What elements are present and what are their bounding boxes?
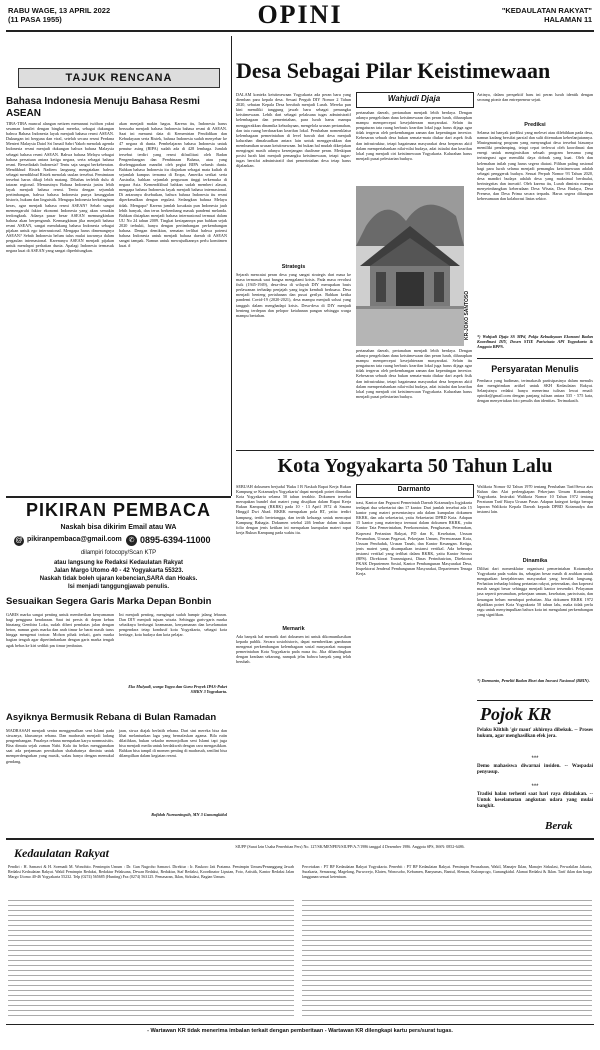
letter1-col1: GARIS marka sangat penting untuk memberikan kenyamanan bagi pengguna kendaraan. Saat ini persis di depan kebun binatang Gembira Loka, sudah diberi pembatas jalan dengan beton, namun garis marka dan arah timur ke barat masih turus hingga mengenai trotoar. Mohon pihak terkait, garis marka bagian tengah agar dipertimbankan dengan garis marka tengah agak bebas ke kiri sedikit pas timur jembatan. [6,612,116,648]
main-col1b: Sejarah mencatat peran desa yang sangat strategis dari masa ke masa termasuk saat bangsa mengalami krisis. Pada masa revolusi fisik (1945-1949), desa-desa di wilayah DIY merupakan basis perlawanan terhadap penjajah yang ingin kembali berkuasa. Desa menjadi benteng pertahanan dan pusat gerilya. Bahkan ketika pandemi Covid-19 (2020-2021), desa mampu menjadi solusi yang tangguh dalam menghadapi krisis. Desa-desa di DIY menjadi benteng terdepan dan pelopor ketahanan pangan sehingga warga mampu bertahan. [236,272,353,318]
pojok-rule [477,700,593,701]
tajuk-col2: akan menjadi makin bagus. Karena itu, Indonesia harus berusaha menjadi bahasa Indonesia bahasa resmi di ASEAN. Saat ini menurut data di Kementrian Pendidikan dan Kebudayaan serta Ristek, bahasa Indonesia sudah menyebar ke 47 negara di dunia. Pembelajaran bahasa Indonesia untuk penutur asing (BIPA) sudah ada di 428 lembaga. Jumlah tersebut terdiri yang resmi difasilitasi oleh Badan Pengembangan dan Pembinaan Bahasa, atau yang diselenggarakan mandiri oleh pegiat BIPA seluruh dunia. Bahkan bahasa Indonesia itu diajarkan sebagai mata kuliah di sejumlah kampus ternama di Eropa, Amerika serikat serta Australia, bahkan sejumlah perguruan tinggi terkemuka di negara Asia. Kemendikbud bahkan sudah memberi alasan, mengapa bahasa Indonesia layak menjadi bahasa internasional. Di antaranya disebutkan, bahwa bahasa Indonesia itu resmi diperkenalkan dengan regulasi. Sedangkan bahasa Melayu tidak. Mengapa? Karena jumlah kosakata pun Indonesia jauh lebih banyak, dan terus berkembang masuk pandemi melanda. Bahkan disiapkan menjadi bahasa internasional termuat dalam UU No 24 tahun 2009. Tingkat kesiapannya pun bahkan sejak 2020 terbukti, hanya dengan pertimbangan perkembangan bahasa. Dengan demikian, sematan terlihat bahwa potensi bahasa Indonesia untuk menjadi bahasa daerah di ASEAN sangat tampak. Namun untuk mewujudkannya perlu komitmen kuat. # [119,121,229,249]
pojok-item1: Pelaku Klithih 'gir maut' akhirnya dibekuk. -- Proses hukum, agar menghasilkan efek jera. [477,728,593,739]
main-col2-bottom [356,348,472,444]
footer-rule [6,1024,594,1025]
persyaratan-title: Persyaratan Menulis [491,364,579,374]
masthead-left: Pendiri : H. Samawi & H. Soemadi M. Wonohito. Pemimpin Umum : Dr. Gun Nugroho Samawi. Direktur : Ir. Baskoro Jati Pratama. Pemimpin Umum/Penanggung Jawab Redaksi Kedaulatan Rakyat. Wakil Pemimpin Redaksi, Redaktur Pelaksana, Dewan Redaksi, Redaktur, Staf Redaksi, Koordinator Liputan, Foto, Artistik, Kantor Redaksi Jalan Margo Utomo 40-46 Yogyakarta 55232. Telp (0274) 565685 (Hunting) Fax (0274) 563125. Pemasaran, Iklan, Sirkulasi, Bagian Umum. [8,864,294,879]
masthead-footer: - Wartawan KR tidak menerima imbalan terkait dengan pemberitaan - Wartawan KR dilengkapi kartu pers/surat tugas. [147,1028,453,1034]
kota-dinamika-heading: Dinamika [522,558,548,564]
pojok-title: Pojok KR [480,704,552,724]
kota-memarik-heading: Memarik [282,626,305,632]
masthead-right: Percetakan : PT BP Kedaulatan Rakyat Yogyakarta. Penerbit : PT BP Kedaulatan Rakyat. Pemimpin Perusahaan, Wakil, Manajer Iklan, Manajer Sirkulasi, Perwakilan Jakarta, Surakarta, Semarang, Magelang, Purworejo, Klaten, Wonosobo, Kebumen, Banyumas, Bantul, Sleman, Kulonprogo, Gunungkidul. Alamat Redaksi & Iklan. Tarif iklan dan harga langganan sesuai ketentuan. [302,864,592,879]
pikiran-post1: atau langsung ke Redaksi Kedaulatan Rakyat [53,560,184,566]
persyaratan-rule [477,358,593,359]
village-photo [356,186,464,346]
tajuk-col1: TIBA-TIBA muncul alangan netizen memanasi twitbon yakni sesaman familei dengan bingkai mereka, sebagai dukungan bahwa Bahasa Indonesia layak menjadi bahasa resmi ASEAN. Dukungan ini berguna dan viral, setelah secara resmi Perdana Menteri Malaysia Datol Sri Ismail Sabri Yakob menolak agenda Indonesia resmi menjadi dukungan bahwa bahasa Malaysia sebagai bahasa resmi ASEAN. Bahwa bahasa Melayu sebagai bahasa persatuan antara ketiga negara, serta sebagai bahasa resmi. Bersediakah Indonesia? Tentu saja sangat berkeberatan. Mendikbud Ristek Nadiem langsung mengatakan bahwa sebagai mendikbud Ristek menolak usulan tersebut. Pemimtaan tersebut harus dikaji lebih matang. Dibahas terlebih dulu di tataran regional. Menurutnya Bahasa Indonesia justru lebih layak menjadi bahasa resmi. Tentu dengan sejumlah pertimbangan, bahwa bahasa Indonesia punya keunggulan historis, hukum dan linguistik. Mengapa Indonesia berkeinginan keras, agar menjadi bahasa resmi ASEAN? Sebab sangat memengaruhi faktor ekonomi Indonesia yang akan semakin terdongkrak. Adanya pasar besar ASEAN memungkinkan bahasa akan berpengaruh. Kemungkinan jika menjadi bahasa resmi ASEAN, sangat mendukung bahasa Indonesia sebagai pijakan untuk ego internasional. Mengapa harus dimenangnya ASEAN? Sebab Indonesia belum tulus mulai tawarnya dalam pergaulan internasional. Karenanya ASEAN menjadi pijakan untuk mendapat perhatian dunia. Apalagi Indonesia termasuk negara kuat di ASEAN yang sangat diperhitungkan. [6,121,116,254]
pikiran-email[interactable]: pikiranpembaca@gmail.com [27,536,122,543]
letter2-col2: jaan, siswa diajak berlatih rebana. Dari sini mereka bisa dan lihai melantunkan lagu yang bernafaskan agama. Bila rutin dilatihkan, bukan sekadar menonjolkan seni Islami tapi juga bisa menjadi media untuk berdakwah dengan cara mengasikkan. Bahkan bisa tampil di momen penting di madrasah, senilini bisa dilampilkan dalam kegiatan resmi. [119,728,229,759]
pikiran-wa[interactable]: 0895-6394-11000 [140,535,211,545]
kota-top-rule [236,450,594,451]
pojok-signature: Berak [545,820,573,832]
main-col1: DALAM konteks keistimewaan Yogyakarta ada peran baru yang diemban para kepala desa. Sesuai Pergub DIY Nomor 2 Tahun 2020, sebutan Kepala Desa berubah menjadi Lurah. Mereka pun kini memiliki tanggung jawab baru sebagai pemangku keistimewaan. Lebih dari sebagai pelaksana tugas administratif kelembagaan dan pemerintahan, para lurah harus mampu menggerakkan dinamika kebudayaan, mengelola urusan pertanahan, dan tata ruang berdasarkan kearifan lokal. Perubahan nomenklatur kelembagaan pemerintahan di level bawah dari desa menjadi kalurahan dimaksudkan antara lain untuk menggerakkan dan membumikan urusan keistimewaan. Ini bukan hal mudah dikerjakan mengingat masih adanya kesenjangan dualisme peran. Meskipun posisi lurah kini menjadi pemangku keistimewaan, tetapi tugas-tugas bersifat administratif dari pemerintahan desa tetap harus dijalankan. [236,92,353,169]
masthead-right-fill [302,900,592,1020]
masthead-rule [6,838,594,840]
kota-col3: Walikota Nomor 02 Tahun 1970 tentang Perubahan Tarif/Sewa atas Bahan dan Alat perlengkapan Pekerjaan Umum Kotamadya Yogyakarta. Instruksi Walikota Nomor 10 Tahun 1972 tentang Peraturan Tarif Biaya Urusan Pasar. Adapun kategori ketiga berupa laporan Walikota Kepala Daerah kepada DPRD Kotamadya dan instansi lain. [477,484,595,515]
main-prediksi-heading: Prediksi [524,122,546,128]
photo-caption: KR-JOKO SANTOSO [464,290,470,340]
pojok-item3: Tradisi halan terhenti saat hari raya ditiadakan. -- Untuk keselamatan angkutan udara yang mulai bangkit. [477,792,593,809]
main-bio: *) Wahjudi Djaja SS MPd, Pokja Kebudayaan Ekonomi Badan Koordinasi DIY, Dosen STIE Pariwisata API Yogyakarta & Anggota BPPS. [477,334,593,350]
pikiran-line1: Naskah bisa dikirim Email atau WA [60,524,177,531]
main-headline: Desa Sebagai Pilar Keistimewaan [236,58,551,83]
main-col2-top: pertanahan daerah, pertanahan menjadi lebih berdaya. Dengan adanya pengelolaan dana keistimewaan dan peran lurah, diharapkan mampu mempercepat kesejahteraan masyarakat. Selain itu pengaturan tata ruang berbasis kearifan lokal juga harus dijaga agar tidak tergerus oleh perkembangan zaman dan kepentingan investor. Kebesaran sebuah desa bukan semata-mata diukur dari aspek fisik dan infrastruktur, tetapi bagaimana masyarakat desa berperan aktif dalam mempertahankan nilai-nilai budaya, adat istiadat dan kearifan lokal yang menjadi ciri keistimewaan Yogyakarta. Kalurahan harus menjadi pusat pelestarian budaya. [356,110,474,161]
masthead-left-fill [8,900,294,1020]
kota-author: Darmanto [397,486,431,493]
masthead-logo: Kedaulatan Rakyat [14,846,110,860]
letter1-title: Sesuaikan Segera Garis Marka Depan Bonbin [6,596,212,607]
pojok-item2: Demo mahasiswa diwarnai insiden. -- Waspadai penyusup. [477,764,593,775]
tajuk-label-text: TAJUK RENCANA [65,72,173,84]
kota-headline: Kota Yogyakarta 50 Tahun Lalu [277,455,553,477]
pikiran-post3: Naskah tidak boleh ujaran kebencian,SARA dan Hoaks. [39,576,198,582]
kota-col1: SEBUAH dokumen berjudul 'Buku I B Naskah Rapat Kerja Rukun Kampung se Kotamadya Yogyakarta' dapat menjadi potret dinamika Kota Yogyakarta selama 50 tahun terakhir. Dokumen tersebut merupakan bundel dari materi yang disajikan dalam Rapat Kerja Rukun Kampung (RKRK) pada 10 - 13 April 1972 di Sasana Hinggil Dwi Abad. RKRK merupakan pola RT, yaitu: terdiri kampung, tertib bertetangga, dan tertib keluarga untuk mencapai Kampung Bahagia. Dokumen setebal 246 lembar dalam ukuran folio dengan jenis ketikan ini merupakan kumpulan materi rapat kerja Rukun Kampung pada waktu itu. [236,484,353,535]
header-rule [6,30,594,32]
letter2-col1: MADRASAH menjadi sentra menggenalkan seni Islami pada siswanya, khususnya rebana. Dan madrasah menjadi ladang pengembangan. Pasalnya rebana merupakan karya nonmusisitis. Bisa dimata sejak zaman Nabi. Kala itu belias menggunakan saat ada perjamuan pernikahan shahabatnya diminta untuk memperdengarkan yang musik, walau hanya dengan memukul gendang. [6,728,116,764]
main-col3: Artinya, dalam perspektif baru ini peran lurah identik dengan seorang pionir dan entrepreneur sejati. [477,92,595,103]
tajuk-headline: Bahasa Indonesia Menuju Bahasa Resmi ASEAN [6,96,200,119]
letter1-col2: Ini menjadi penting, mengingat sudah hampir jalang lebaran. Dan DIY menjadi tujuan wisata. Sehingga garis-garis marka sebaiknya berfungsi keamanan, kenyamanan dan keselamatan pengendara tetap kondusif kota Yogyakarta, sebagai kota heritage, kota budaya dan kota pelajar. [119,612,229,638]
header-edition: (11 PASA 1955) [8,15,62,24]
header-date: RABU WAGE, 13 APRIL 2022 [8,6,111,15]
left-column-rule [231,36,232,496]
pojok-sep2: *** [531,784,539,790]
kota-col3b: Dilihat dari nomenklatur organisasi pemerintahan Kotamadya Yogyakarta pada waktu itu, sebagian besar masih di arahkan untuk menguatkan kesejahteraan masyarakat yang bersifat langsung. Perhatian terhadap bidang pertanian rakyat, peternakan, dan koperasi masih sangat besar sehingga menjadi kantor tersendiri. Pelayanan jasa seperti perumahan, pekerjaan umum, kesehatan, pariwisata, dan keuangan belum mendapat perhatian. Jika dokumen RKRK 1972 dijadikan potret Kota Yogyakarta 50 tahun lalu, maka tidak perlu ragu untuk menyimpulkan bahwa kota ini mengalami perkembangan yang signifikan. [477,566,595,617]
main-author: Wahjudi Djaja [387,94,441,103]
letter1-author: Eko Mulyadi, warga Yogya dan Guru Proyek IPAS-Paket SMKN 3 Yogyakarta. [128,684,227,695]
pojok-sep1: *** [531,756,539,762]
masthead-siup: SIUPP (Surat Izin Usaha Penerbitan Pers) No. 127/SK/MENPEN/SIUPP/A.7/1986 tanggal 4 Desember 1986. Anggota SPS, ISSN: 0852-6486. [235,844,465,849]
kota-bio: *) Darmanto, Peneliti Badan Riset dan Inovasi Nasional (BRIN). [477,678,590,683]
letter2-author: Rofidah Nurnaningsih, MN 3 Gunungkidul [151,812,227,817]
pikiran-attach: dilampiri fotocopy/Scan KTP [80,550,157,556]
main-col3b: Selama ini banyak prediksi yang meleset atau dilebihkan pada desa, namun kadang bersifat parsial dan sulit ditemukan keberlanjutannya. Masingmasing program yang menyangkut desa tersebut biasanya memiliki pendamping, tetapi cepat terlewat oleh koordinasi dan energi untuk mengimisikan sebuah program bersama yang terintegrasi agar memiliki daya dobrak yang kuat. Oleh dan kelemahan inilah yang harus segera diatasi. Pilihan paling rasional bagi para lurah selama menjadi pemangku keistimewaan adalah sebagai penggerak budaya. Sesuai Perpub Nomor 93 Tahun 2020, desa mandiri budaya adalah desa yang maksimal berdaulat, berintegritas dan inovatif. Oleh karena itu, Lurah diminta mampu menyeimbangkan keberadaan Desa Wisata, Desa Budaya, Desa Preneur, dan Desa Prima secara terpadu. Harus segera dibangun kebersamaan dan kolaborasi lintas sektor. [477,130,595,202]
section-title: OPINI [257,0,343,29]
whatsapp-icon: ✆ [126,535,137,546]
kota-col1b: Ada banyak hal menarik dari dokumen ini untuk dikomunikasikan kepada publik. Secara sosiohistoris, dapat memberikan gambaran mengenai perkembangan kelembagaan sosial masyarakat maupun pemerintahan Kota Yogyakarta pada masa itu. Jika dibandingkan dengan keadaan sekarang, nampak jelas bahwa banyak yang telah berubah. [236,634,353,665]
letter2-title: Asyiknya Bermusik Rebana di Bulan Ramadan [6,712,217,723]
pikiran-title: PIKIRAN PEMBACA [25,500,211,520]
main-strategis-heading: Strategis [281,264,306,270]
header-paper: "KEDAULATAN RAKYAT" [501,6,592,15]
pikiran-top-rule [6,496,231,498]
persyaratan-body: Pembaca yang budiman, terimakasih partisipasinya dalam menulis dan mengirimkan artikel untuk SKH Kedaulatan Rakyat. Selanjutnya redaksi hanya menerima tulisan lewat email: opinikr@gmail.com dengan panjang tulisan antara 535 - 575 kata, dengan menyertakan foto penulis dan identitas. Terimakasih. [477,378,593,404]
main-col2-continued: pertanahan daerah, pertanahan menjadi lebih berdaya. Dengan adanya pengelolaan dana keistimewaan dan peran lurah, diharapkan mampu mempercepat kesejahteraan masyarakat. Selain itu pengaturan tata ruang berbasis kearifan lokal juga harus dijaga agar tidak tergerus oleh perkembangan zaman dan kepentingan investor. Kebesaran sebuah desa bukan semata-mata diukur dari aspek fisik dan infrastruktur, tetapi bagaimana masyarakat desa berperan aktif dalam mempertahankan nilai-nilai budaya, adat istiadat dan kearifan lokal yang menjadi ciri keistimewaan Yogyakarta. Kalurahan harus menjadi pusat pelestarian budaya. [356,348,474,399]
email-icon: @ [15,537,23,544]
kota-col2: trasi, Kantor dan Pegawai Pemerintah Daerah Kotamadya Jogjakarta terdapat dua sekretariat dan 17 kantor. Dari jumlah tersebut ada 15 kantor yang materi presentasinya ada dalam kumpulan dokumen RKRK, dan ada sekretariat, yaitu Sekretariat DPRD Kota. Adapun 15 kantor yang materinya termuat dalam dokumen RKRK, yaitu Kantor Tata Pemerintahan, Perekonomian, Pengluasan, Peternakan, Koperasi Pertanian Rakyat, PD dan K, Kesehatan, Urusan Perumahan, Urusan Pegawai, Pekerjaan Umum, Perencanaan Kota, Urusan Penduduk, Urusan Tanah, dan Kantor Keuangan. Ketiga, jenis materi yang disampaikan instansi vertikal. Ada beberapa instansi vertikal yang terlibat dalam RKRK, yaitu Kantor Sensus (BPS). Direktorat Transmigrasi, Dinas Perindustrian, Direktorat PKAK Departemen Sosial, Kantor Pembangunan Masyarakat Desa, Inspektorat Jenderal Pembangunan Masyarakat, Departemen Tenaga Kerja. [356,500,474,577]
pikiran-post4: Isi menjadi tanggungjawab penulis. [67,584,169,590]
pikiran-post2: Jalan Margo Utomo 40 - 42 Yogyakarta 55323. [53,568,184,574]
header-page: HALAMAN 11 [544,15,592,24]
tajuk-label [18,68,220,88]
